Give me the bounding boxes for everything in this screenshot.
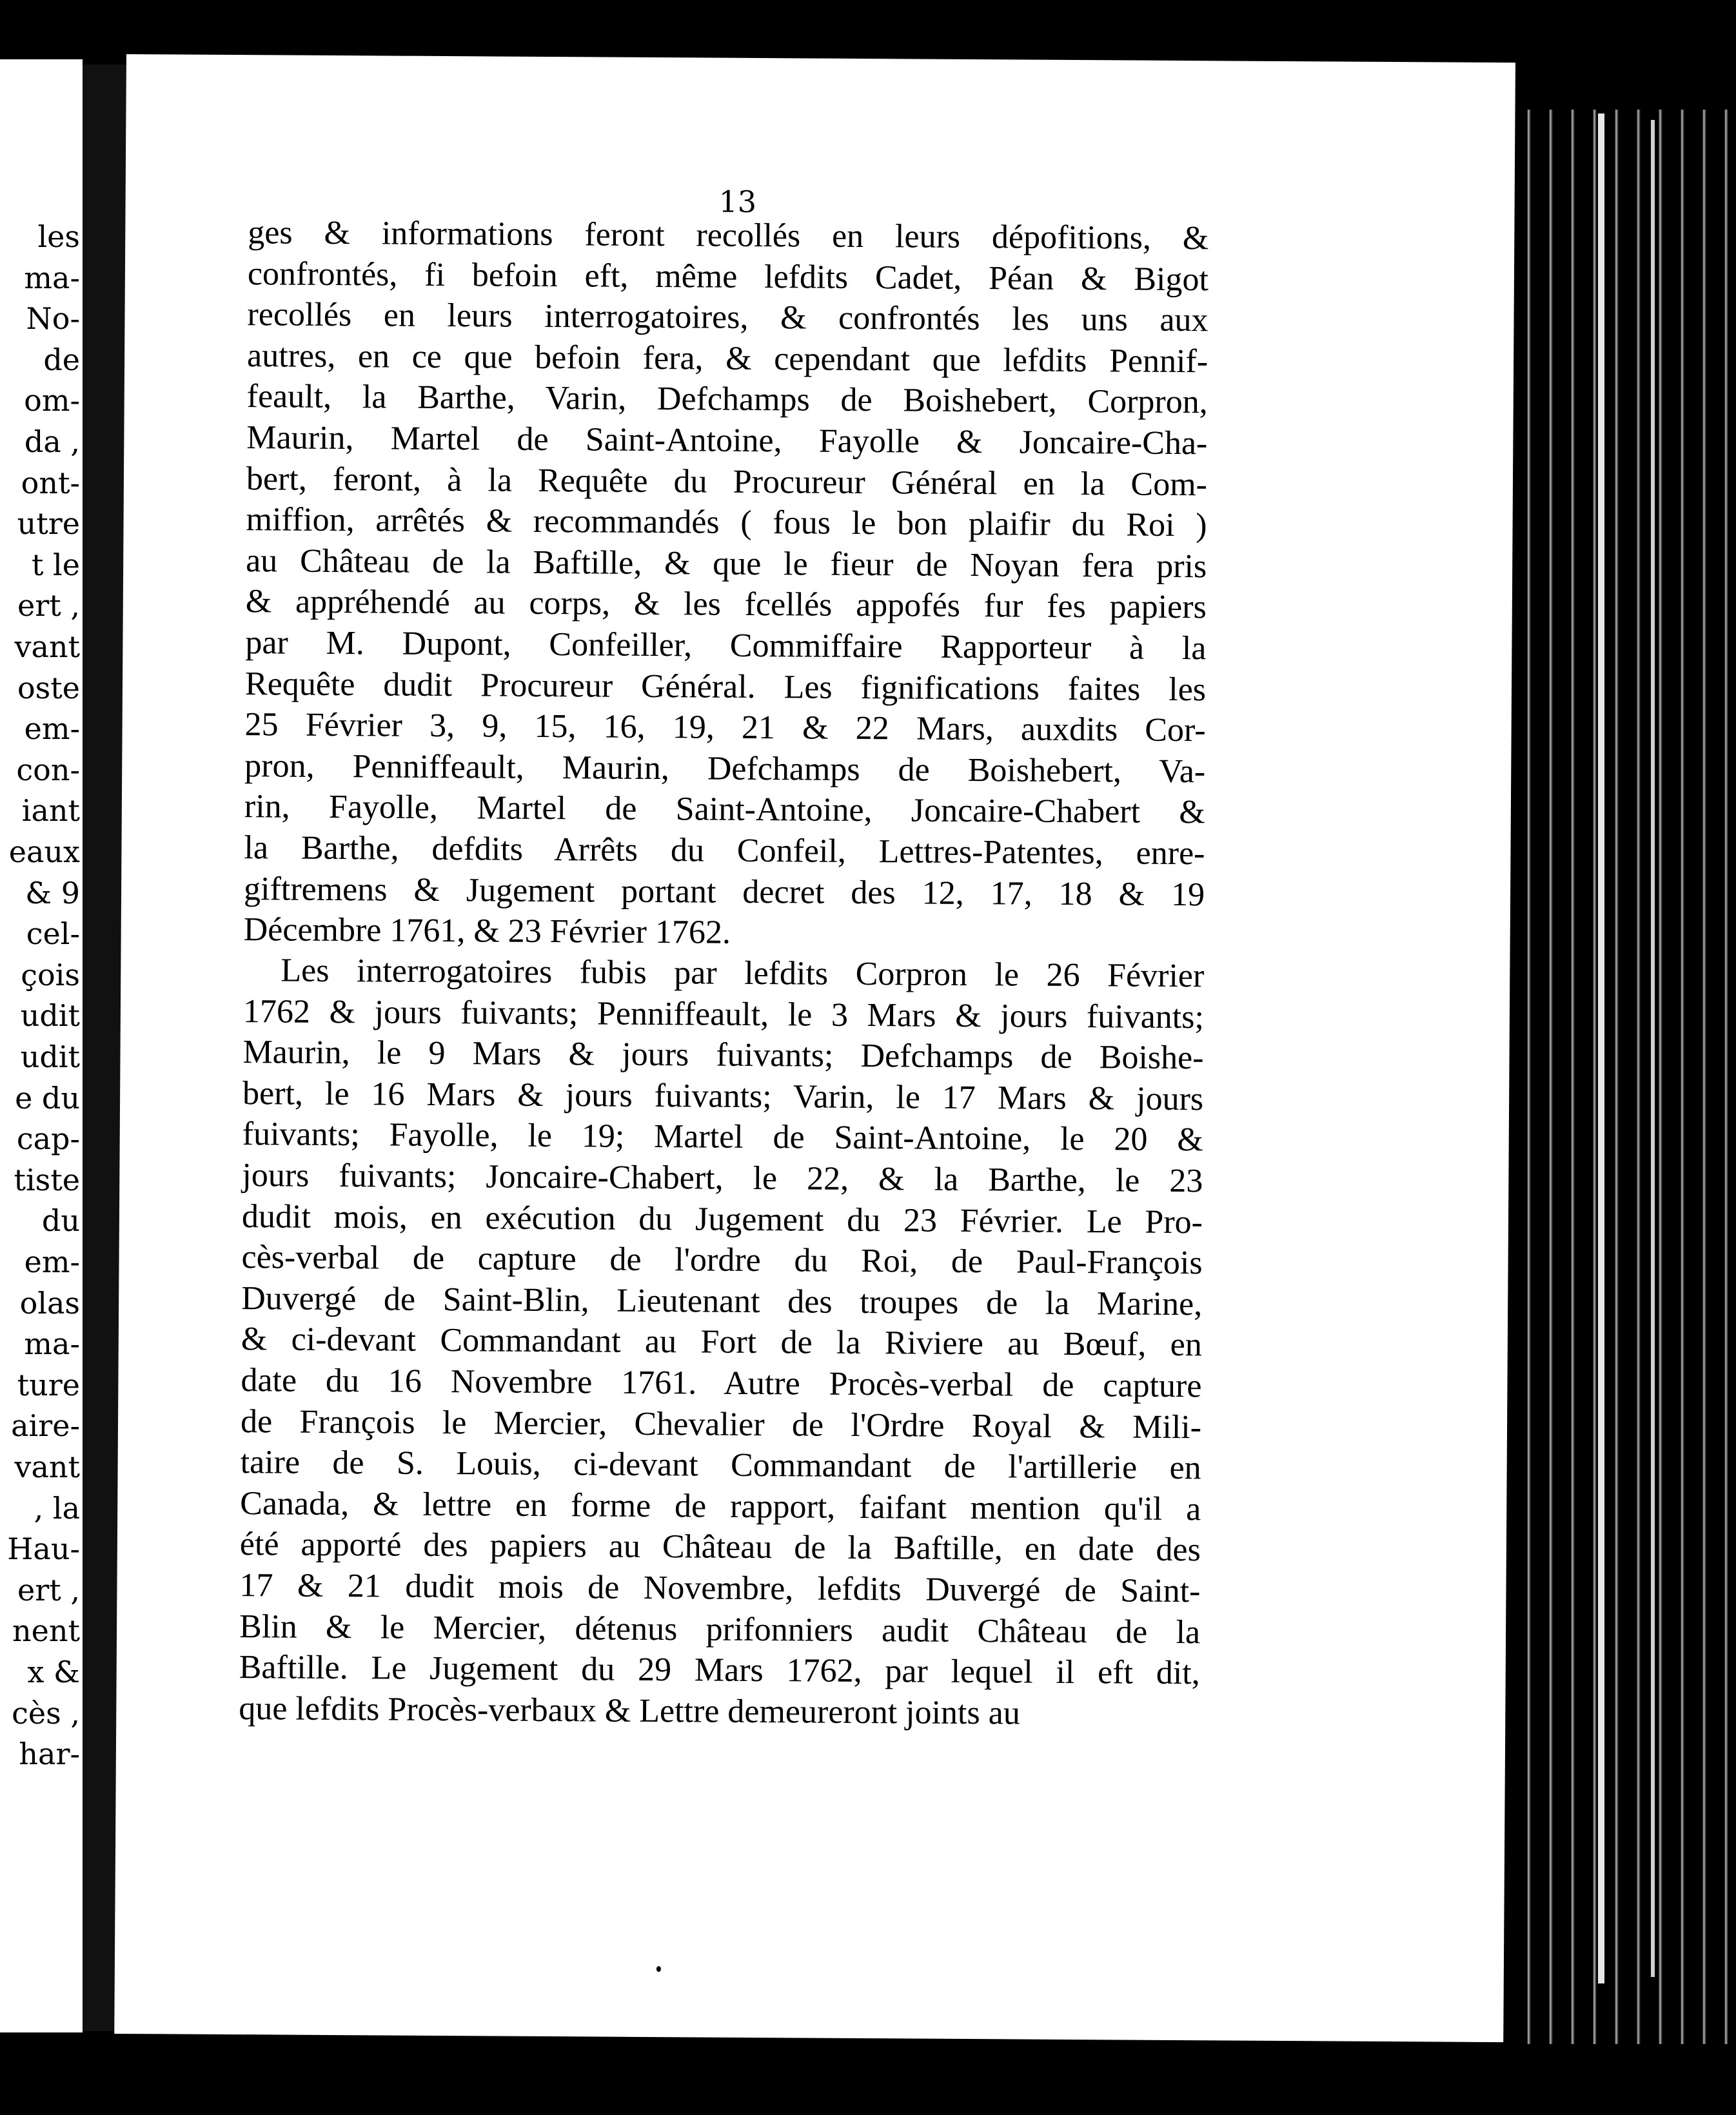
left-page-line: ert , (17, 1572, 80, 1608)
text-line: recollés en leurs interrogatoires, & confrontés les uns aux (247, 296, 1208, 339)
left-page-line: de (43, 342, 80, 377)
text-line: 25 Février 3, 9, 15, 16, 19, 21 & 22 Mars, auxdits Cor- (244, 706, 1206, 749)
text-line: de François le Mercier, Chevalier de l'Ordre Royal & Mili- (240, 1402, 1202, 1446)
paragraph-2 (239, 950, 1204, 1735)
text-line: & appréhendé au corps, & les fcellés appofés fur fes papiers (245, 583, 1207, 626)
text-line: miffion, arrêtés & recommandés ( fous le bon plaifir du Roi ) (246, 501, 1207, 544)
text-line: Décembre 1761, & 23 Février 1762. (243, 911, 731, 951)
text-line: jours fuivants; Joncaire-Chabert, le 22, & la Barthe, le 23 (242, 1157, 1203, 1200)
text-line: pron, Penniffeault, Maurin, Defchamps de Boishebert, Va- (244, 747, 1206, 790)
left-page-line: vant (14, 1450, 80, 1484)
left-page-line: cel- (26, 916, 80, 952)
left-page-line: & 9 (25, 875, 80, 910)
page-edge-highlight (1598, 113, 1604, 1983)
left-page-line: em- (24, 1244, 80, 1279)
left-page-line: ont- (21, 465, 80, 500)
text-line: autres, en ce que befoin fera, & cependant que lefdits Pennif- (246, 337, 1208, 380)
left-page-line: les (37, 219, 80, 254)
left-page-line: da , (24, 424, 80, 459)
text-line: Duvergé de Saint-Blin, Lieutenant des troupes de la Marine, (241, 1279, 1203, 1323)
text-line: Blin & le Mercier, détenus prifonniers audit Château de la (239, 1608, 1201, 1651)
text-line: date du 16 Novembre 1761. Autre Procès-verbal de capture (241, 1362, 1202, 1405)
left-page-line: x & (27, 1655, 80, 1689)
left-page-line: em- (24, 711, 80, 747)
left-page-line: om- (24, 383, 80, 418)
text-line: bert, le 16 Mars & jours fuivants; Varin, le 17 Mars & jours (242, 1074, 1204, 1118)
page-number: 13 (718, 184, 757, 219)
text-line: été apporté des papiers au Château de la Baftille, en date des (239, 1526, 1201, 1569)
text-line: Les interrogatoires fubis par lefdits Corpron le 26 Février (281, 952, 1205, 995)
left-page-line: udit (20, 998, 80, 1034)
left-page-line: tiste (14, 1162, 80, 1197)
text-line: 17 & 21 dudit mois de Novembre, lefdits Duvergé de Saint- (239, 1567, 1201, 1610)
left-page-line: ert , (17, 588, 80, 624)
left-page-line: con- (16, 752, 80, 787)
left-page-line: Hau- (7, 1531, 80, 1567)
text-line: par M. Dupont, Confeiller, Commiffaire Rapporteur à la (245, 624, 1207, 667)
text-line: cès-verbal de capture de l'ordre du Roi, de Paul-François (241, 1239, 1203, 1282)
left-page-line: t le (31, 547, 80, 582)
text-line: rin, Fayolle, Martel de Saint-Antoine, Joncaire-Chabert & (244, 788, 1206, 831)
text-line: taire de S. Louis, ci-devant Commandant de l'artillerie en (240, 1444, 1201, 1487)
left-page-line: ma- (24, 1326, 80, 1362)
text-line: Baftille. Le Jugement du 29 Mars 1762, par lequel il eft dit, (239, 1649, 1200, 1692)
page-edge-highlight-2 (1651, 120, 1655, 1977)
main-page (114, 54, 1515, 2042)
text-line: que lefdits Procès-verbaux & Lettre demeureront joints au (239, 1689, 1020, 1732)
left-page-line: iant (21, 793, 80, 829)
left-page-line: ture (17, 1367, 80, 1402)
left-page-line: cap- (16, 1121, 80, 1157)
text-line: au Château de la Baftille, & que le fieur de Noyan fera pris (246, 542, 1207, 585)
page-stack-edges (1515, 110, 1735, 2044)
left-page-line: No- (26, 301, 80, 337)
ink-speck (656, 1966, 661, 1972)
text-line: la Barthe, defdits Arrêts du Confeil, Lettres-Patentes, enre- (244, 829, 1205, 872)
left-page-line: olas (19, 1285, 80, 1321)
left-page-line: nent (12, 1613, 80, 1649)
text-line: fuivants; Fayolle, le 19; Martel de Saint-Antoine, le 20 & (242, 1116, 1203, 1159)
left-facing-page (0, 59, 83, 2032)
left-page-line: eaux (8, 834, 80, 869)
left-page-line: udit (20, 1039, 80, 1074)
left-page-line: ma- (24, 260, 80, 295)
left-page-line: vant (14, 629, 80, 664)
left-page-line: utre (17, 506, 80, 542)
text-line: Canada, & lettre en forme de rapport, faifant mention qu'il a (240, 1484, 1201, 1528)
text-line: 1762 & jours fuivants; Penniffeault, le 3 Mars & jours fuivants; (242, 992, 1205, 1036)
left-page-line: har- (19, 1736, 80, 1772)
left-page-line: , la (34, 1490, 80, 1526)
left-page-line: cès , (12, 1695, 80, 1731)
text-line: dudit mois, en exécution du Jugement du 23 Février. Le Pro- (241, 1197, 1203, 1241)
text-line: bert, feront, à la Requête du Procureur Général en la Com- (246, 460, 1208, 503)
left-page-line: oste (17, 670, 80, 705)
text-line: confrontés, fi befoin eft, même lefdits Cadet, Péan & Bigot (247, 255, 1209, 298)
text-line: Maurin, Martel de Saint-Antoine, Fayolle & Joncaire-Cha- (246, 419, 1208, 462)
left-page-line: aire- (11, 1408, 80, 1444)
text-line: Requête dudit Procureur Général. Les fignifications faites les (244, 665, 1207, 708)
left-page-line: çois (21, 957, 80, 992)
text-line: & ci-devant Commandant au Fort de la Riviere au Bœuf, en (241, 1321, 1202, 1364)
text-line: ges & informations feront recollés en leurs dépofitions, & (248, 214, 1209, 257)
text-line: Maurin, le 9 Mars & jours fuivants; Defchamps de Boishe- (242, 1034, 1204, 1077)
left-page-line: e du (15, 1080, 80, 1116)
paragraph-1 (244, 212, 1209, 956)
left-page-line: du (41, 1203, 80, 1239)
text-line: feault, la Barthe, Varin, Defchamps de Boishebert, Corpron, (246, 378, 1208, 421)
text-line: giftremens & Jugement portant decret des 12, 17, 18 & 19 (243, 870, 1205, 913)
